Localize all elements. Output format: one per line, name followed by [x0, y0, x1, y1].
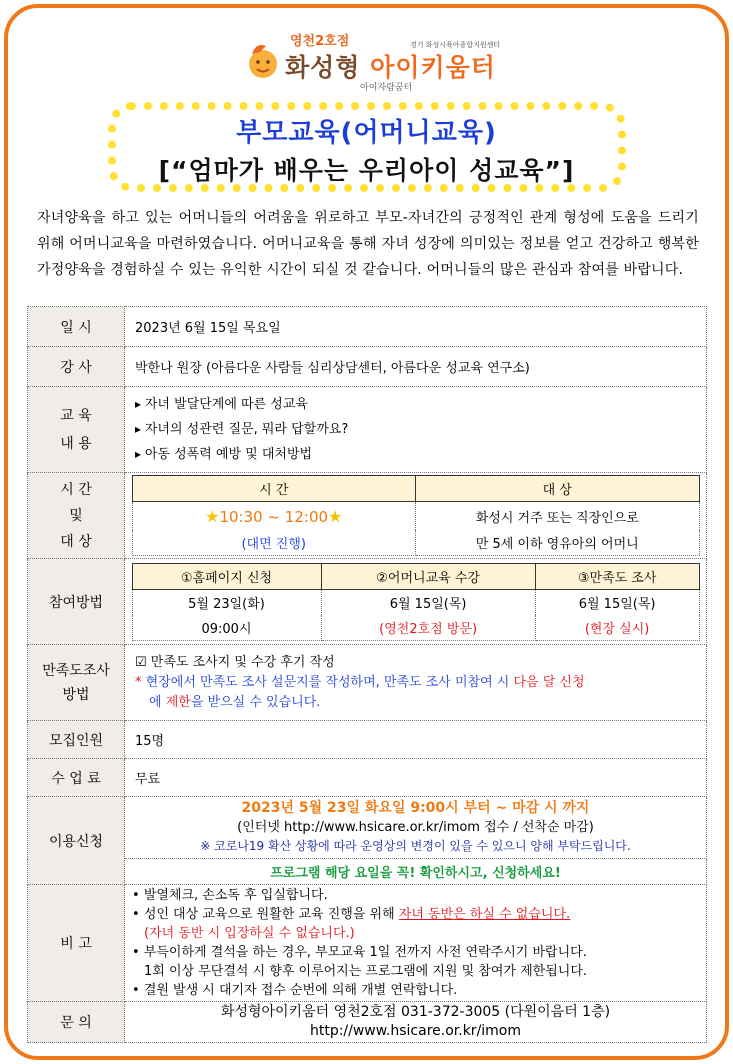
content-list	[125, 387, 707, 473]
step-detail: (영천2호점 방문)	[321, 615, 535, 641]
remark-item: (자녀 동반 시 입장하실 수 없습니다.)	[144, 926, 355, 941]
logo-branch: 영천2호점	[290, 34, 350, 49]
contact-value	[125, 1002, 707, 1043]
content-item: ▸ 아동 성폭력 예방 및 대처방법	[135, 442, 705, 467]
checkbox-icon: ☑	[135, 654, 147, 670]
apply-info	[125, 797, 707, 859]
contact-line: 화성형아이키움터 영천2호점 031-372-3005 (다원이음터 1층)	[220, 1004, 611, 1020]
date-value: 2023년 6월 15일 목요일	[125, 307, 707, 347]
survey-value: ☑ 만족도 조사지 및 수강 후기 작성 * 현장에서 만족도 조사 설문지를 작성하며, 만족도 조사 미참여 시 다음 달 신청 에 제한을 받으실 수 있습니다.	[125, 645, 707, 721]
lecturer-label: 강 사	[28, 347, 125, 387]
method-row	[28, 559, 707, 645]
remark-item: • 발열체크, 손소독 후 입실합니다.	[132, 886, 705, 905]
step-header: ②어머니교육 수강	[321, 563, 535, 589]
remark-item: • 결원 발생 시 대기자 접수 순번에 의해 개별 연락합니다.	[132, 981, 705, 1000]
lecturer-value: 박한나 원장 (아름다운 사람들 심리상담센터, 아름다운 성교육 연구소)	[125, 347, 707, 387]
fee-value: 무료	[125, 759, 707, 797]
apply-url-note: (인터넷 http://www.hsicare.or.kr/imom 접수 / 선착순 마감)	[237, 820, 594, 835]
content-item: ▸ 자녀 발달단계에 따른 성교육	[135, 392, 705, 417]
center-logo: 경기 화성시육아종합지원센터	[410, 41, 501, 49]
remarks-row	[28, 885, 707, 1002]
intro-paragraph: 자녀양육을 하고 있는 어머니들의 어려움을 위로하고 부모-자녀간의 긍정적인 관계 형성에 도움을 드리기 위해 어머니교육을 마련하였습니다. 어머니교육을 통해 자녀 성장에 의미있는 정보를 얻고 건강하고 행복한 가정양육을 경험하실 수 있는 유익한 시간이 되실 것 같습니다. 어머니들의 많은 관심과 참여를 바랍니다.	[37, 210, 699, 278]
target-line1: 화성시 거주 또는 직장인으로	[416, 502, 700, 531]
capacity-row	[28, 721, 707, 759]
fee-label: 수 업 료	[28, 759, 125, 797]
time-header: 시 간	[132, 476, 416, 502]
star-icon: ★	[328, 506, 343, 526]
method-table	[132, 563, 700, 641]
date-label: 일 시	[28, 307, 125, 347]
remarks-label: 비 고	[28, 885, 125, 1002]
content-item: ▸ 자녀의 성관련 질문, 뭐라 답할까요?	[135, 417, 705, 442]
step-header: ③만족도 조사	[535, 563, 699, 589]
remarks-list	[125, 885, 707, 1002]
capacity-value: 15명	[125, 721, 707, 759]
time-target-label: 시 간 및 대 상	[28, 473, 125, 559]
step-header: ①홈페이지 신청	[132, 563, 321, 589]
apply-covid-note: ※ 코로나19 확산 상황에 따라 운영상의 변경이 있을 수 있으니 양해 부탁드립니다.	[200, 839, 631, 853]
remark-item: • 성인 대상 교육으로 원활한 교육 진행을 위해 자녀 동반은 하실 수 없습니다.	[132, 905, 705, 924]
lecturer-row	[28, 347, 707, 387]
star-icon: ★	[205, 506, 220, 526]
fee-row	[28, 759, 707, 797]
date-row	[28, 307, 707, 347]
page-title: 부모교육(어머니교육)	[236, 118, 497, 148]
apply-row	[28, 797, 707, 859]
logo-tagline: 아이자람꿈터	[360, 83, 413, 93]
time-note: (대면 진행)	[132, 530, 416, 556]
capacity-label: 모집인원	[28, 721, 125, 759]
target-header: 대 상	[416, 476, 700, 502]
target-line2: 만 5세 이하 영유아의 어머니	[416, 530, 700, 556]
step-detail: (현장 실시)	[535, 615, 699, 641]
step-date: 5월 23일(화)	[132, 589, 321, 615]
time-target-table	[132, 475, 700, 556]
remark-item: 1회 이상 무단결석 시 향후 이루어지는 프로그램에 지원 및 참여가 제한됩니다.	[144, 964, 588, 979]
survey-row	[28, 645, 707, 721]
child-face-logo-icon	[246, 40, 280, 80]
step-date: 6월 15일(목)	[321, 589, 535, 615]
page-subtitle: [“엄마가 배우는 우리아이 성교육”]	[158, 156, 575, 185]
info-table	[27, 306, 707, 1043]
time-target-row	[28, 473, 707, 559]
contact-label: 문 의	[28, 1002, 125, 1043]
contact-row	[28, 1002, 707, 1043]
remark-item: • 부득이하게 결석을 하는 경우, 부모교육 1일 전까지 사전 연락주시기 바랍니다.	[132, 943, 705, 962]
apply-label: 이용신청	[28, 797, 125, 885]
step-detail: 09:00시	[132, 615, 321, 641]
apply-period: 2023년 5월 23일 화요일 9:00시 부터 ~ 마감 시 까지	[241, 800, 590, 816]
content-label: 교 육 내 용	[28, 387, 125, 473]
apply-reminder: 프로그램 해당 요일을 꼭! 확인하시고, 신청하세요!	[125, 859, 707, 885]
survey-label: 만족도조사 방법	[28, 645, 125, 721]
contact-url[interactable]: http://www.hsicare.or.kr/imom	[309, 1023, 522, 1039]
logo-name: 화성형 아이키움터	[285, 53, 496, 82]
method-label: 참여방법	[28, 559, 125, 645]
step-date: 6월 15일(목)	[535, 589, 699, 615]
content-row	[28, 387, 707, 473]
time-value: ★10:30 ~ 12:00★	[132, 502, 416, 531]
